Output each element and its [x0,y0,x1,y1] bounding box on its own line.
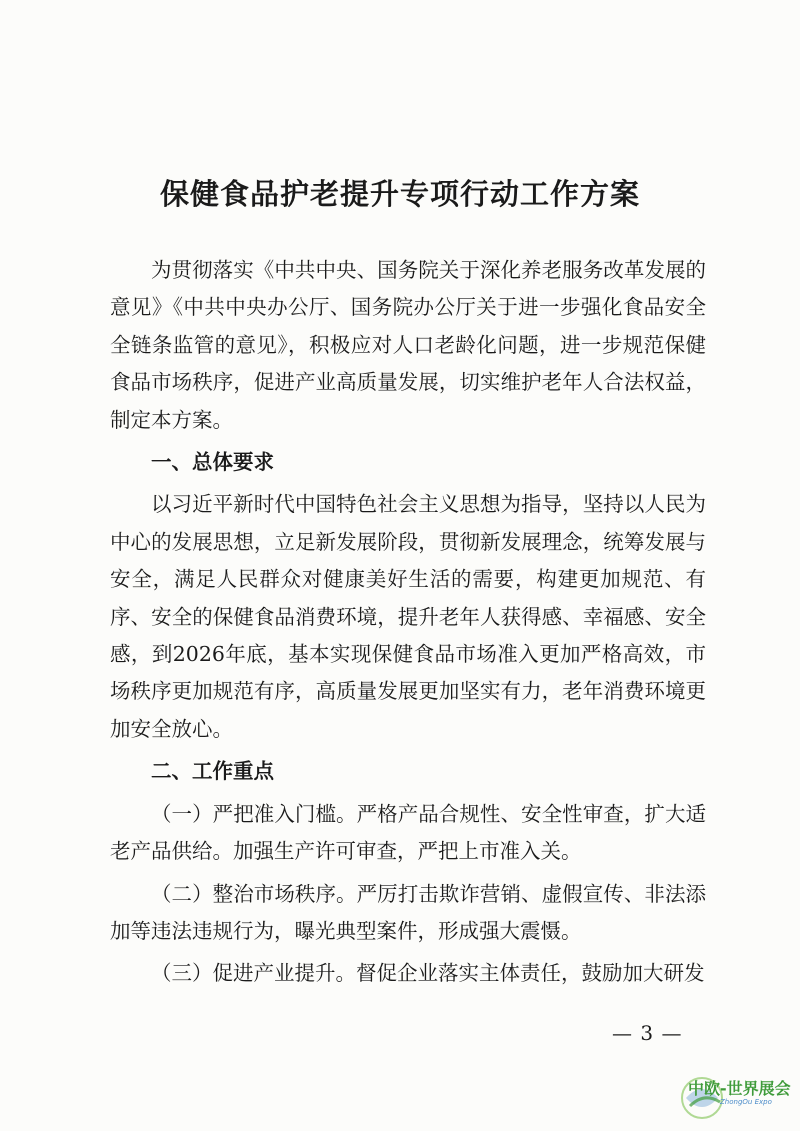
page-number: — 3 — [612,1021,683,1045]
work-item-1: （一）严把准入门槛。严格产品合规性、安全性审查，扩大适老产品供给。加强生产许可审查，严把上市准入关。 [110,801,706,864]
intro-paragraph: 为贯彻落实《中共中央、国务院关于深化养老服务改革发展的意见》《中共中央办公厅、国务院办公厅关于进一步强化食品安全全链条监管的意见》，积极应对人口老龄化问题，进一步规范保健食品市场秩序，促进产业高质量发展，切实维护老年人合法权益，制定本方案。 [110,258,706,432]
watermark-subtext: ZhongOu Expo [720,1098,772,1106]
section-heading-work-focus: 二、工作重点 [151,759,274,784]
document-body [110,252,706,993]
section-heading-general-requirements: 一、总体要求 [151,450,274,475]
watermark-logo [660,1062,792,1122]
section-paragraph-general-requirements: 以习近平新时代中国特色社会主义思想为指导，坚持以人民为中心的发展思想，立足新发展阶段，贯彻新发展理念，统筹发展与安全，满足人民群众对健康美好生活的需要，构建更加规范、有序、安全的保健食品消费环境，提升老年人获得感、幸福感、安全感，到2026年底，基本实现保健食品市场准入更加严格高效，市场秩序更加规范有序，高质量发展更加坚实有力，老年消费环境更加安全放心。 [110,492,706,741]
work-item-3: （三）促进产业提升。督促企业落实主体责任，鼓励加大研发 [151,961,705,986]
document-title: 保健食品护老提升专项行动工作方案 [159,177,640,211]
watermark-text: 中欧-世界展会 [688,1079,791,1098]
work-item-2: （二）整治市场秩序。严厉打击欺诈营销、虚假宣传、非法添加等违法违规行为，曝光典型案件，形成强大震慑。 [110,881,706,943]
